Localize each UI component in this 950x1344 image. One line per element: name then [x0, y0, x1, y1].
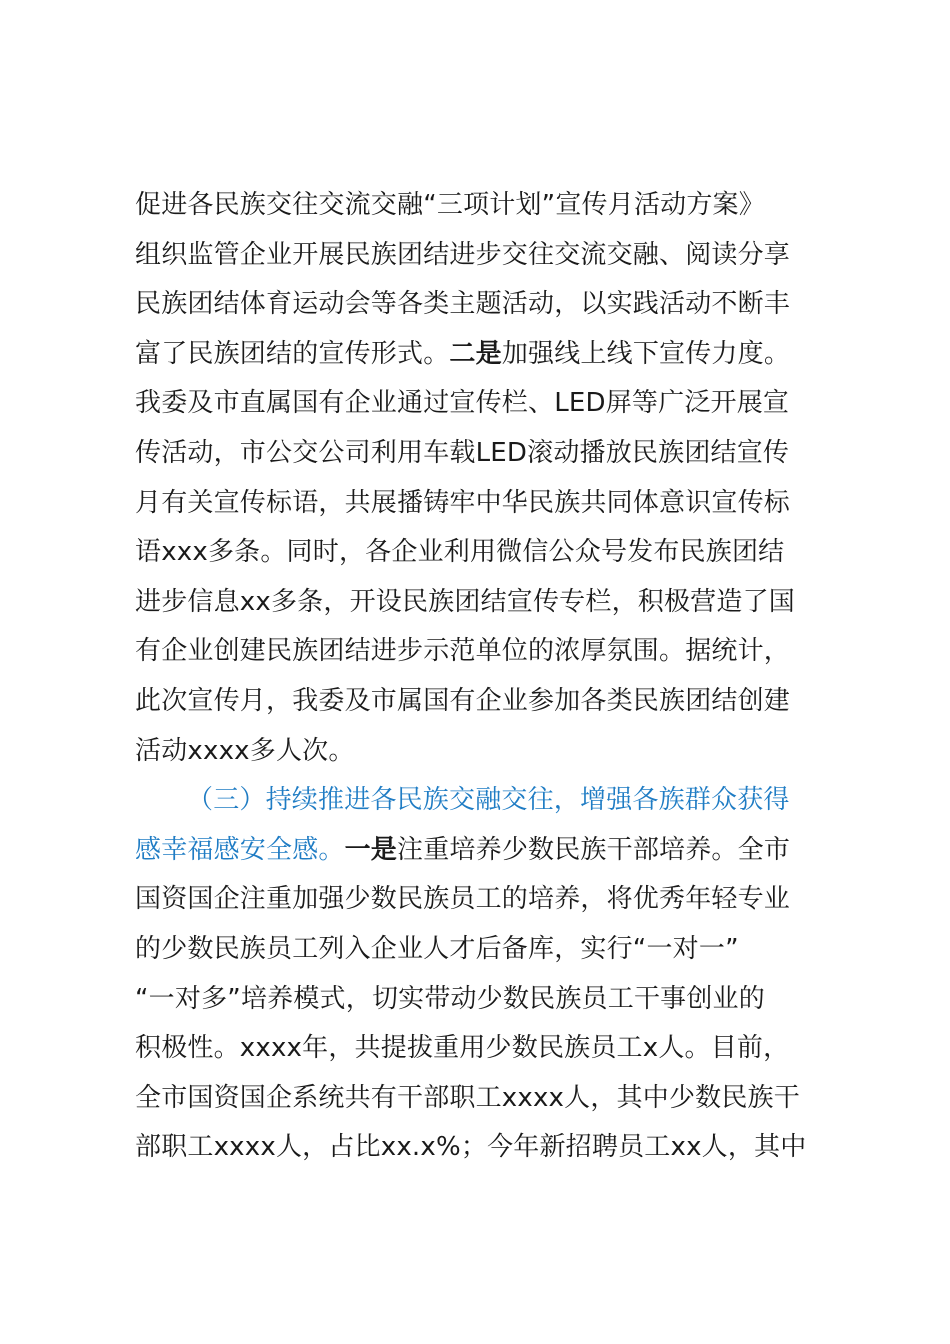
text-line: [135, 975, 850, 1025]
body-text: 加强线上线下宣传力度。: [501, 338, 791, 369]
body-text: 我委及市直属国有企业通过宣传栏、LED屏等广泛开展宣: [135, 388, 790, 419]
body-text: 富了民族团结的宣传形式。: [135, 338, 450, 369]
document-body: [135, 181, 850, 1173]
text-line: [135, 1024, 850, 1074]
body-text: 传活动，市公交公司利用车载LED滚动播放民族团结宣传: [135, 437, 790, 468]
body-text: 语xxx多条。同时，各企业利用微信公众号发布民族团结: [135, 537, 785, 568]
body-text: 注重培养少数民族干部培养。全市: [397, 834, 791, 865]
text-line: [135, 627, 850, 677]
text-line: [135, 528, 850, 578]
emphasis-text: 二是: [449, 338, 502, 369]
body-text: 促进各民族交往交流交融“三项计划”宣传月活动方案》: [135, 190, 765, 220]
body-text: 的少数民族员工列入企业人才后备库，实行“一对一”: [135, 933, 739, 964]
emphasis-text: 一是: [344, 834, 398, 865]
body-text: “一对多”培养模式，切实带动少数民族员工干事创业的: [135, 983, 765, 1014]
text-line: [135, 330, 850, 380]
text-line: [135, 429, 850, 479]
body-text: 国资国企注重加强少数民族员工的培养，将优秀年轻专业: [135, 884, 791, 915]
text-line: [135, 1123, 850, 1173]
body-text: 月有关宣传标语，共展播铸牢中华民族共同体意识宣传标: [135, 487, 791, 518]
text-line: [135, 280, 850, 330]
text-line: [135, 776, 850, 826]
text-line: [135, 677, 850, 727]
body-text: 全市国资国企系统共有干部职工xxxx人，其中少数民族干: [135, 1082, 800, 1113]
text-line: [135, 379, 850, 429]
text-line: [135, 875, 850, 925]
text-line: [135, 181, 850, 231]
body-text: 积极性。xxxx年，共提拔重用少数民族员工x人。目前，: [135, 1033, 790, 1064]
text-line: [135, 479, 850, 529]
body-text: 此次宣传月，我委及市属国有企业参加各类民族团结创建: [135, 685, 791, 716]
text-line: [135, 727, 850, 777]
body-text: 民族团结体育运动会等各类主题活动，以实践活动不断丰: [135, 289, 791, 320]
body-text: 部职工xxxx人，占比xx.x%；今年新招聘员工xx人，其中: [135, 1132, 807, 1163]
text-line: [135, 1074, 850, 1124]
text-line: [135, 826, 850, 876]
text-line: [135, 231, 850, 281]
body-text: 活动xxxx多人次。: [135, 735, 355, 766]
body-text: 进步信息xx多条，开设民族团结宣传专栏，积极营造了国: [135, 586, 795, 617]
section-heading-text: （三）持续推进各民族交融交往，增强各族群众获得: [187, 785, 790, 816]
text-line: [135, 578, 850, 628]
section-heading-text: 感幸福感安全感。: [135, 834, 345, 865]
body-text: 有企业创建民族团结进步示范单位的浓厚氛围。据统计，: [135, 636, 791, 667]
text-line: [135, 925, 850, 975]
body-text: 组织监管企业开展民族团结进步交往交流交融、阅读分享: [135, 239, 791, 270]
